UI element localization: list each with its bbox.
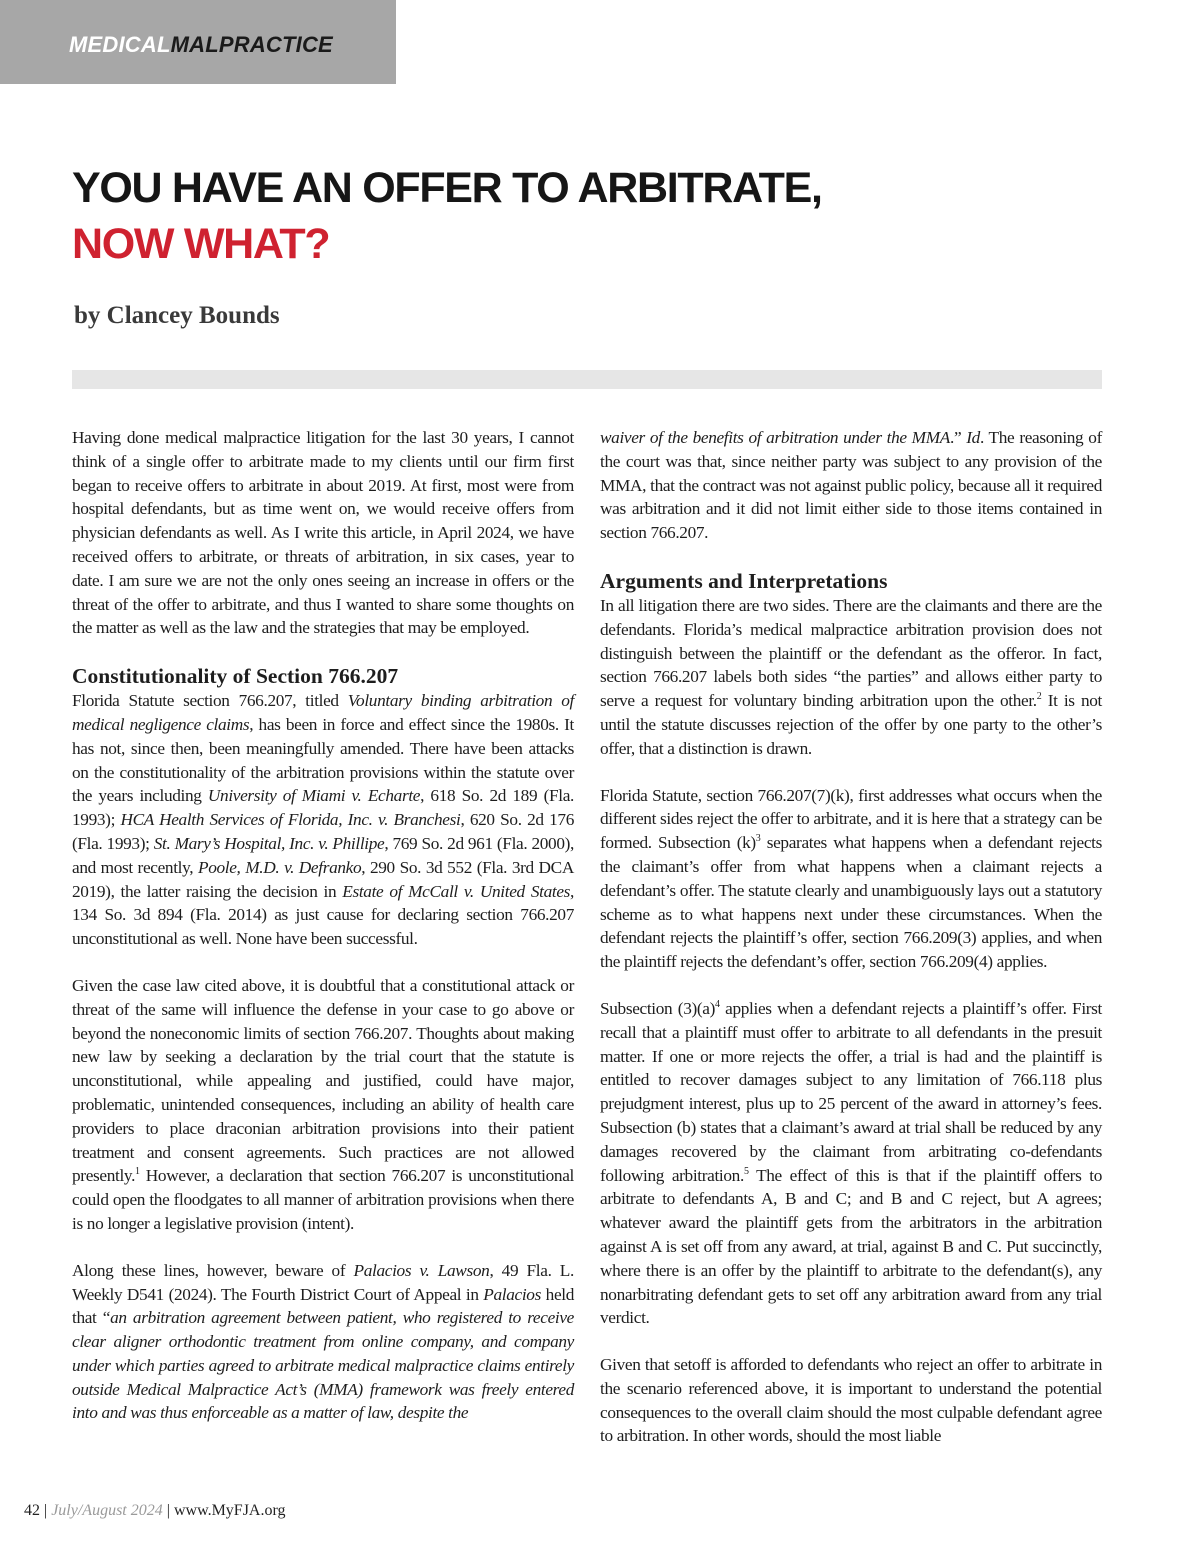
right-column — [600, 426, 1102, 1471]
article-title — [72, 160, 1122, 272]
case-name: St. Mary’s Hospital, Inc. v. Phillipe — [153, 833, 385, 853]
text-run: Florida Statute section 766.207, titled — [72, 691, 348, 711]
footer-separator: | — [166, 1502, 170, 1519]
page-footer — [24, 1500, 286, 1522]
case-name: HCA Health Services of Florida, Inc. v. Branchesi — [120, 810, 461, 830]
page-number: 42 — [24, 1502, 40, 1519]
issue-date: July/August 2024 — [51, 1502, 163, 1519]
footnote-marker: 1 — [135, 1166, 140, 1178]
paragraph — [72, 1259, 574, 1426]
paragraph — [72, 689, 574, 951]
footnote-marker: 3 — [755, 833, 761, 845]
text-run: , 134 So. 3d 894 (Fla. 2014) as just cause for declaring section 766.207 unconstitutional as well. None have been successful. — [72, 881, 574, 949]
text-run: The effect of this is that if the plaintiff offers to arbitrate to defendants A, B and C; and B and C reject, but A agrees; whatever award the plaintiff gets from the arbitrators in the arbitration against A is set off from any award, at trial, against B and C. Put succinctly, where there is an offer by the plaintiff to arbitrate to the defendant(s), any nonarbitrating defendant gets to set off any arbitration award from any trial verdict. — [600, 1165, 1102, 1328]
paragraph — [72, 974, 574, 1236]
paragraph — [600, 594, 1102, 761]
footnote-marker: 5 — [743, 1165, 749, 1177]
text-run: applies when a defendant rejects a plaintiff’s offer. First recall that a plaintiff must offer to arbitrate to all defendants in the presuit matter. If one or more rejects the offer, a trial is had and the plaintiff is entitled to recover damages subject to any limitation of 766.118 plus prejudgment interest, plus up to 25 percent of the award in attorney’s fees. Subsection (b) states that a claimant’s award at trial shall be reduced by any damages recovered by the claimant from arbitrating co-defendants following arbitration. — [600, 998, 1103, 1185]
section-heading: Constitutionality of Section 766.207 — [72, 664, 399, 689]
paragraph — [600, 997, 1102, 1330]
text-run: held that “ — [72, 1284, 575, 1328]
footnote-marker: 2 — [1036, 691, 1042, 703]
text-run: In all litigation there are two sides. There are the claimants and there are the defendants. Florida’s medical malpractice arbitration provision does not distinguish between the plaintiff or the defendant as the offeror. In fact, section 766.207 labels both sides “the parties” and allows either party to serve a request for voluntary binding arbitration upon the other. — [600, 595, 1102, 711]
title-divider — [72, 370, 1102, 389]
case-name: Poole, M.D. v. Defranko — [197, 857, 362, 877]
text-run: Along these lines, however, beware of — [72, 1260, 354, 1280]
text-run: Subsection (3)(a) — [600, 998, 716, 1018]
section-tag-text — [69, 31, 333, 59]
section-tag-part1: MEDICAL — [69, 32, 171, 57]
footnote-marker: 4 — [715, 999, 720, 1011]
quotation: an arbitration agreement between patient, who registered to receive clear aligner orthodontic treatment from online company, and company under which parties agreed to arbitrate medical malpractice claims entirely outside Medical Malpractice Act’s (MMA) framework was freely entered into and was thus enforceable as a matter of law, despite the — [72, 1308, 574, 1423]
section-heading: Arguments and Interpretations — [600, 568, 888, 593]
text-run: However, a declaration that section 766.207 is unconstitutional could open the floodgates to all manner of arbitration provisions when there is no longer a legislative provision (intent). — [72, 1166, 574, 1233]
text-run: . The reasoning of the court was that, since neither party was subject to any provision of the MMA, that the contract was not against public policy, because all it required was arbitration and it did not limit either side to those items contained in section 766.207. — [600, 428, 1102, 543]
statute-title: Voluntary binding arbitration of medical negligence claims — [72, 691, 575, 734]
article-title-line1: YOU HAVE AN OFFER TO ARBITRATE, — [72, 164, 822, 212]
text-run: It is not until the statute discusses rejection of the offer by one party to the other’s offer, that a distinction is drawn. — [600, 691, 1102, 758]
paragraph — [600, 784, 1102, 974]
paragraph — [600, 426, 1102, 545]
text-run: , 290 So. 3d 552 (Fla. 3rd DCA 2019), the latter raising the decision in — [72, 857, 574, 901]
text-run: .” — [949, 428, 967, 447]
paragraph: Given that setoff is afforded to defendants who reject an offer to arbitrate in the scenario referenced above, it is important to understand the potential consequences to the overall claim should the most culpable defendant agree to arbitration. In other words, should the most liable — [600, 1355, 1102, 1446]
website-link: www.MyFJA.org — [173, 1502, 286, 1519]
case-name: Estate of McCall v. United States — [342, 881, 571, 901]
text-run: Florida Statute, section 766.207(7)(k), first addresses what occurs when the different sides reject the offer to arbitrate, and it is here that a strategy can be formed. Subsection (k) — [600, 785, 1102, 853]
footer-separator: | — [44, 1502, 48, 1519]
case-name: Palacios v. Lawson — [353, 1260, 490, 1280]
citation: Id — [966, 428, 980, 447]
paragraph: Having done medical malpractice litigation for the last 30 years, I cannot think of a single offer to arbitrate made to my clients until our firm first began to receive offers to arbitrate in about 2019. At first, most were from hospital defendants, but as time went on, we would receive offers from physician defendants as well. As I write this article, in April 2024, we have received offers to arbitrate, or threats of arbitration, in six cases, year to date. I am sure we are not the only ones seeing an increase in offers or the threat of the offer to arbitrate, and thus I wanted to share some thoughts on the matter as well as the law and the strategies that may be employed. — [72, 428, 574, 638]
text-run: , has been in force and effect since the 1980s. It has not, since then, been meaningfully amended. There have been attacks on the constitutionality of the arbitration provisions within the statute over the years including — [72, 714, 575, 806]
text-run: , 620 So. 2d 176 (Fla. 1993); — [72, 810, 575, 853]
section-tag-part2: MALPRACTICE — [170, 32, 333, 57]
article-title-line2: NOW WHAT? — [72, 220, 330, 268]
quotation: waiver of the benefits of arbitration under the MMA — [600, 428, 950, 447]
text-run: Given the case law cited above, it is doubtful that a constitutional attack or threat of the same will influence the defense in your case to go above or beyond the noneconomic limits of section 766.207. Thoughts about making new law by seeking a declaration by the trial court that the statute is unconstitutional, while appealing and justified, could have major, problematic, unintended consequences, including an ability of health care providers to place draconian arbitration provisions into their patient treatment and consent agreements. Such practices are not allowed presently. — [72, 975, 574, 1186]
text-run: , 769 So. 2d 961 (Fla. 2000), and most recently, — [72, 833, 574, 877]
text-run: , 49 Fla. L. Weekly D541 (2024). The Fourth District Court of Appeal in — [72, 1260, 574, 1304]
byline: by Clancey Bounds — [74, 302, 280, 329]
case-name: University of Miami v. Echarte — [207, 786, 421, 806]
left-column — [72, 426, 574, 1448]
section-tag — [0, 0, 396, 84]
text-run: , 618 So. 2d 189 (Fla. 1993); — [72, 786, 575, 830]
case-name: Palacios — [483, 1284, 541, 1304]
text-run: separates what happens when a defendant rejects the claimant’s offer from what happens when a claimant rejects a defendant’s offer. The statute clearly and unambiguously lays out a statutory scheme as to what happens next under these circumstances. When the defendant rejects the plaintiff’s offer, section 766.209(3) applies, and when the plaintiff rejects the defendant’s offer, section 766.209(4) applies. — [600, 833, 1102, 972]
